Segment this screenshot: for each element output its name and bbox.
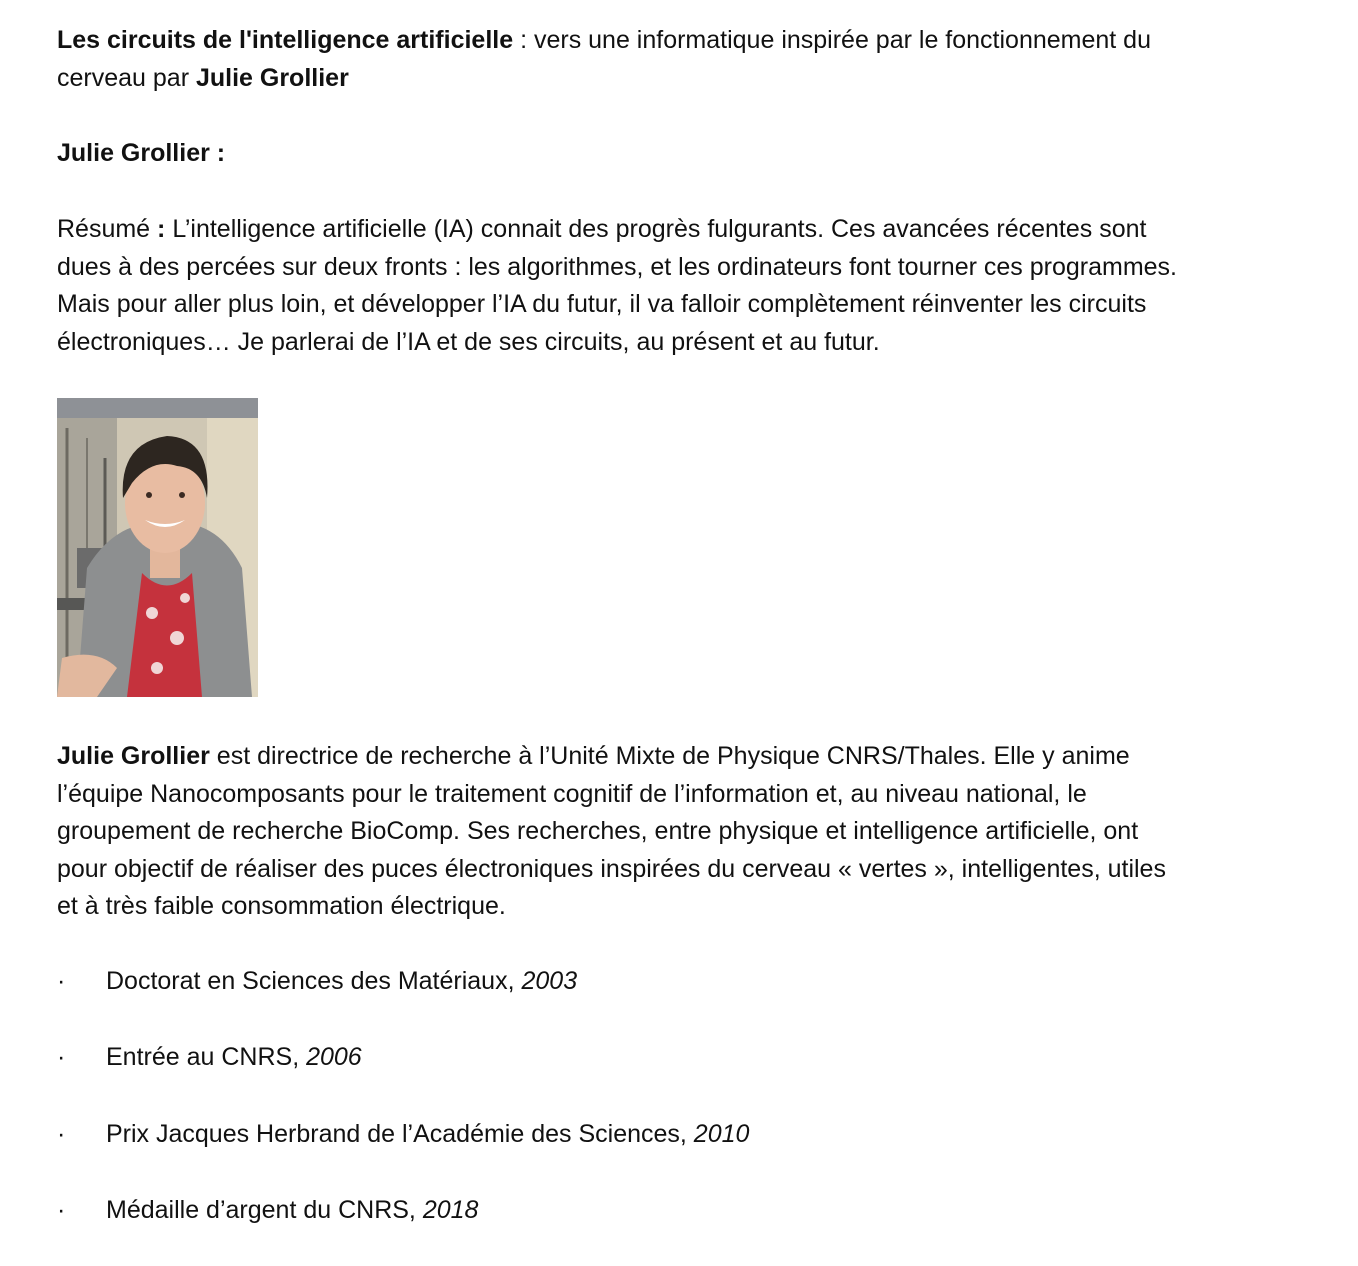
summary-label: Résumé bbox=[57, 215, 158, 243]
summary-line: électroniques… Je parlerai de l’IA et de ses circuits, au présent et au futur. bbox=[57, 327, 880, 356]
list-item-year: 2010 bbox=[693, 1120, 750, 1148]
bio-line: et à très faible consommation électrique. bbox=[57, 892, 506, 920]
list-item-year: 2003 bbox=[521, 967, 578, 995]
summary-line: dues à des percées sur deux fronts : les algorithmes, et les ordinateurs font tourner ces programmes. bbox=[57, 252, 1177, 281]
bio-line: pour objectif de réaliser des puces électroniques inspirées du cerveau « vertes », intelligentes, utiles bbox=[57, 854, 1166, 883]
biography bbox=[57, 738, 1166, 926]
talk-title bbox=[57, 22, 1151, 97]
title-author: Julie Grollier bbox=[195, 63, 349, 92]
title-rest: : vers une informatique inspirée par le fonctionnement du bbox=[513, 26, 1151, 54]
list-item-year: 2018 bbox=[422, 1196, 479, 1224]
speaker-heading: Julie Grollier : bbox=[57, 139, 226, 167]
list-item-year: 2006 bbox=[306, 1043, 362, 1071]
title-bold: Les circuits de l'intelligence artificielle bbox=[57, 26, 514, 54]
summary bbox=[57, 211, 1177, 361]
summary-colon: : bbox=[157, 215, 166, 243]
bullet-symbol: · bbox=[57, 1196, 66, 1224]
bio-line: groupement de recherche BioComp. Ses recherches, entre physique et intelligence artificielle, ont bbox=[57, 817, 1139, 845]
list-item-text: Entrée au CNRS, bbox=[106, 1043, 307, 1071]
bio-line: l’équipe Nanocomposants pour le traitement cognitif de l’information et, au niveau national, le bbox=[57, 779, 1087, 808]
bullet-symbol: · bbox=[57, 1120, 66, 1148]
summary-line: L’intelligence artificielle (IA) connait des progrès fulgurants. Ces avancées récentes sont bbox=[165, 215, 1147, 243]
bullet-symbol: · bbox=[57, 1043, 66, 1071]
bio-line: est directrice de recherche à l’Unité Mixte de Physique CNRS/Thales. Elle y anime bbox=[209, 742, 1130, 770]
bio-name: Julie Grollier bbox=[57, 742, 210, 770]
summary-line: Mais pour aller plus loin, et développer l’IA du futur, il va falloir complètement réinventer les circuits bbox=[57, 290, 1147, 318]
speaker-photo bbox=[57, 398, 258, 697]
list-item-text: Prix Jacques Herbrand de l’Académie des Sciences, bbox=[106, 1120, 694, 1148]
title-rest-2: cerveau par bbox=[57, 63, 196, 92]
bullet-symbol: · bbox=[57, 967, 66, 995]
list-item-text: Médaille d’argent du CNRS, bbox=[106, 1196, 423, 1224]
list-item-text: Doctorat en Sciences des Matériaux, bbox=[106, 967, 522, 995]
